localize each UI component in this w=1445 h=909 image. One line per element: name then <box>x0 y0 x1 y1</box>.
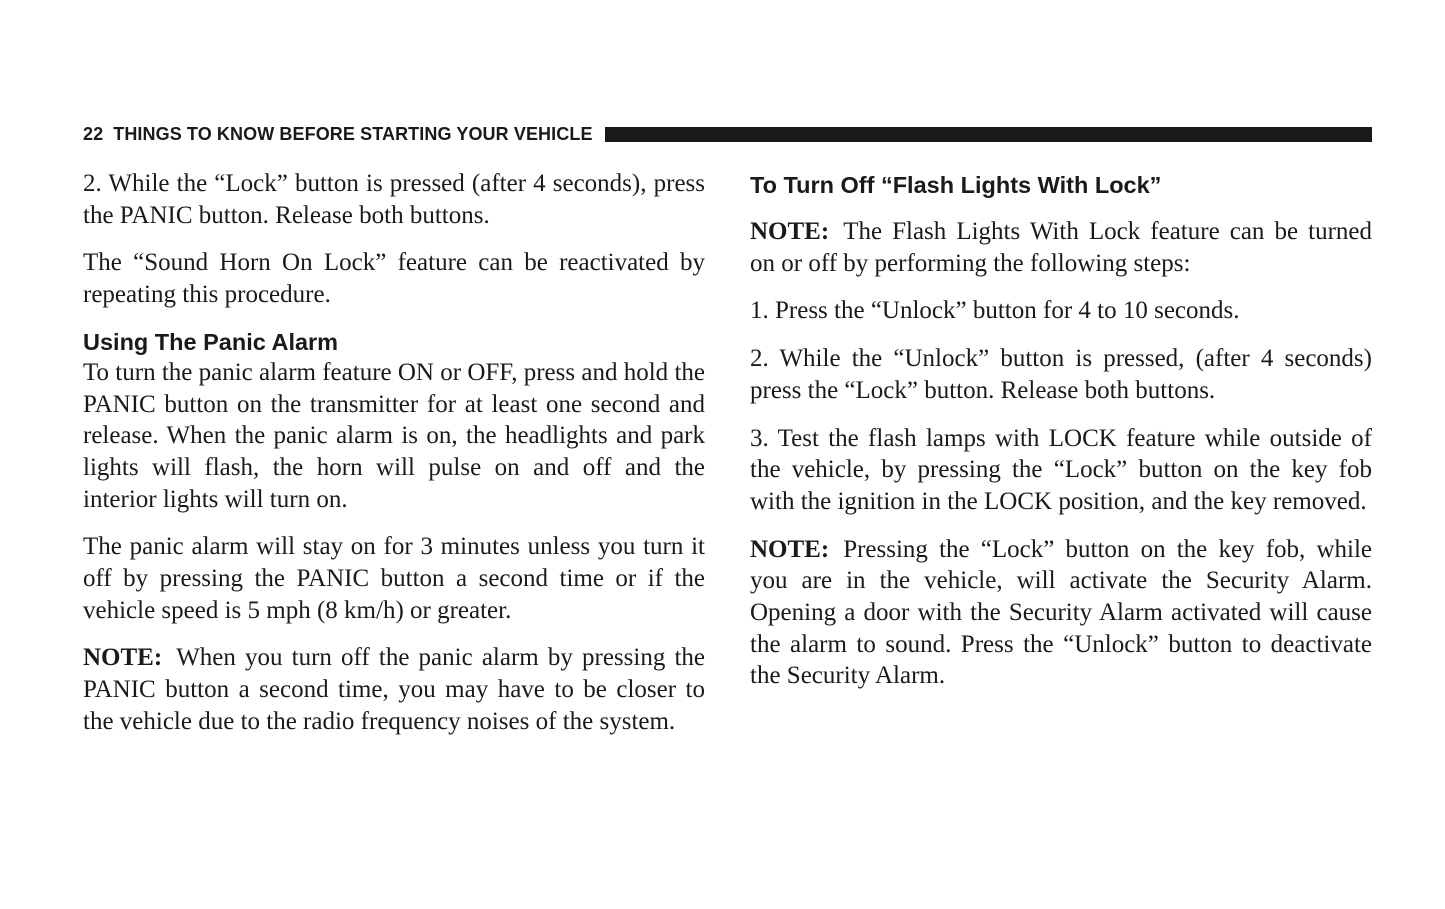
paragraph-sound-horn-reactivate: The “Sound Horn On Lock” feature can be reactivated by repeating this procedure. <box>83 249 705 309</box>
note-label: NOTE: <box>83 644 163 672</box>
note-text: Pressing the “Lock” button on the key fob, while you are in the vehicle, will activate the Security Alarm. Opening a door with the Security Alarm activated will cause the alarm to sound. Press the “Unlock” button to deactivate the Security Alarm. <box>750 535 1372 690</box>
step-1: 1. Press the “Unlock” button for 4 to 10 seconds. <box>750 297 1240 325</box>
note-label: NOTE: <box>750 218 830 245</box>
heading-flash-lights-off: To Turn Off “Flash Lights With Lock” <box>750 172 1162 198</box>
page-number: 22 <box>83 123 104 144</box>
header-rule <box>605 127 1372 142</box>
paragraph-lock-panic-step: 2. While the “Lock” button is pressed (after 4 seconds), press the PANIC button. Release both buttons. <box>83 170 705 229</box>
note-flash-lights-feature <box>750 216 1372 279</box>
page-header <box>83 123 1372 145</box>
step-2: 2. While the “Unlock” button is pressed, (after 4 seconds) press the “Lock” button. Release both buttons. <box>750 345 1372 404</box>
note-text: When you turn off the panic alarm by pressing the PANIC button a second time, you may have to be closer to the vehicle due to the radio frequency noises of the system. <box>83 644 705 735</box>
paragraph-panic-alarm-duration: The panic alarm will stay on for 3 minutes unless you turn it off by pressing the PANIC button a second time or if the vehicle speed is 5 mph (8 km/h) or greater. <box>83 533 705 624</box>
note-label: NOTE: <box>750 535 830 563</box>
section-title: THINGS TO KNOW BEFORE STARTING YOUR VEHICLE <box>113 123 593 144</box>
left-column <box>83 168 705 754</box>
heading-panic-alarm: Using The Panic Alarm <box>83 328 339 355</box>
step-3: 3. Test the flash lamps with LOCK feature while outside of the vehicle, by pressing the “Lock” button on the key fob with the ignition in the LOCK position, and the key removed. <box>750 424 1372 515</box>
note-security-alarm <box>750 534 1372 693</box>
paragraph-panic-alarm-usage: To turn the panic alarm feature ON or OFF, press and hold the PANIC button on the transmitter for at least one second and release. When the panic alarm is on, the headlights and park lights will flash, the horn will pulse on and off and the interior lights will turn on. <box>83 358 705 513</box>
note-text: The Flash Lights With Lock feature can be turned on or off by performing the following steps: <box>750 218 1372 277</box>
note-panic-alarm <box>83 642 705 737</box>
right-column <box>750 168 1372 708</box>
